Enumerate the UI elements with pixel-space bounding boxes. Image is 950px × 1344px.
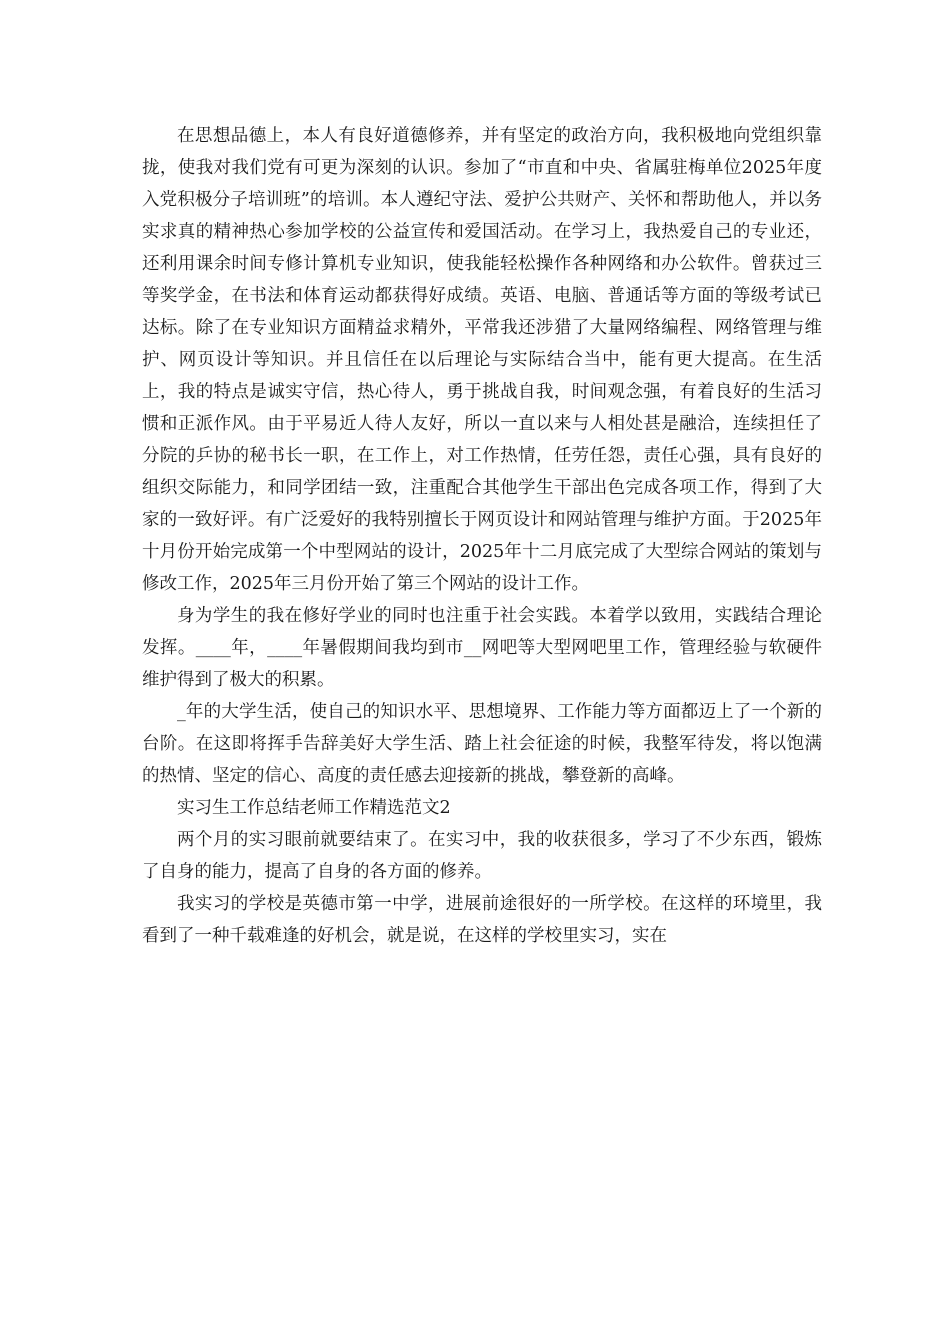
paragraph-university-summary: _年的大学生活，使自己的知识水平、思想境界、工作能力等方面都迈上了一个新的台阶。在这即将挥手告辞美好大学生活、踏上社会征途的时候，我整军待发，将以饱满的热情、坚定的信心、高度的责任感去迎接新的挑战，攀登新的高峰。	[142, 702, 822, 786]
paragraph-social-practice: 身为学生的我在修好学业的同时也注重于社会实践。本着学以致用，实践结合理论发挥。____年，____年暑假期间我均到市__网吧等大型网吧里工作，管理经验与软硬件维护得到了极大的积累。	[142, 606, 822, 690]
section-heading: 实习生工作总结老师工作精选范文2	[177, 798, 451, 818]
paragraph-internship-school: 我实习的学校是英德市第一中学，进展前途很好的一所学校。在这样的环境里，我看到了一种千载难逢的好机会，就是说，在这样的学校里实习，实在	[142, 894, 822, 946]
paragraph-internship-intro: 两个月的实习眼前就要结束了。在实习中，我的收获很多，学习了不少东西，锻炼了自身的能力，提高了自身的各方面的修养。	[142, 830, 822, 882]
paragraph-moral-study-life: 在思想品德上，本人有良好道德修养，并有坚定的政治方向，我积极地向党组织靠拢，使我对我们党有可更为深刻的认识。参加了“市直和中央、省属驻梅单位2025年度入党积极分子培训班”的培训。本人遵纪守法、爱护公共财产、关怀和帮助他人，并以务实求真的精神热心参加学校的公益宣传和爱国活动。在学习上，我热爱自己的专业还，还利用课余时间专修计算机专业知识，使我能轻松操作各种网络和办公软件。曾获过三等奖学金，在书法和体育运动都获得好成绩。英语、电脑、普通话等方面的等级考试已达标。除了在专业知识方面精益求精外，平常我还涉猎了大量网络编程、网络管理与维护、网页设计等知识。并且信任在以后理论与实际结合当中，能有更大提高。在生活上，我的特点是诚实守信，热心待人，勇于挑战自我，时间观念强，有着良好的生活习惯和正派作风。由于平易近人待人友好，所以一直以来与人相处甚是融洽，连续担任了分院的乒协的秘书长一职，在工作上，对工作热情，任劳任怨，责任心强，具有良好的组织交际能力，和同学团结一致，注重配合其他学生干部出色完成各项工作，得到了大家的一致好评。有广泛爱好的我特别擅长于网页设计和网站管理与维护方面。于2025年十月份开始完成第一个中型网站的设计，2025年十二月底完成了大型综合网站的策划与修改工作，2025年三月份开始了第三个网站的设计工作。	[142, 126, 822, 594]
document-body	[142, 120, 822, 952]
